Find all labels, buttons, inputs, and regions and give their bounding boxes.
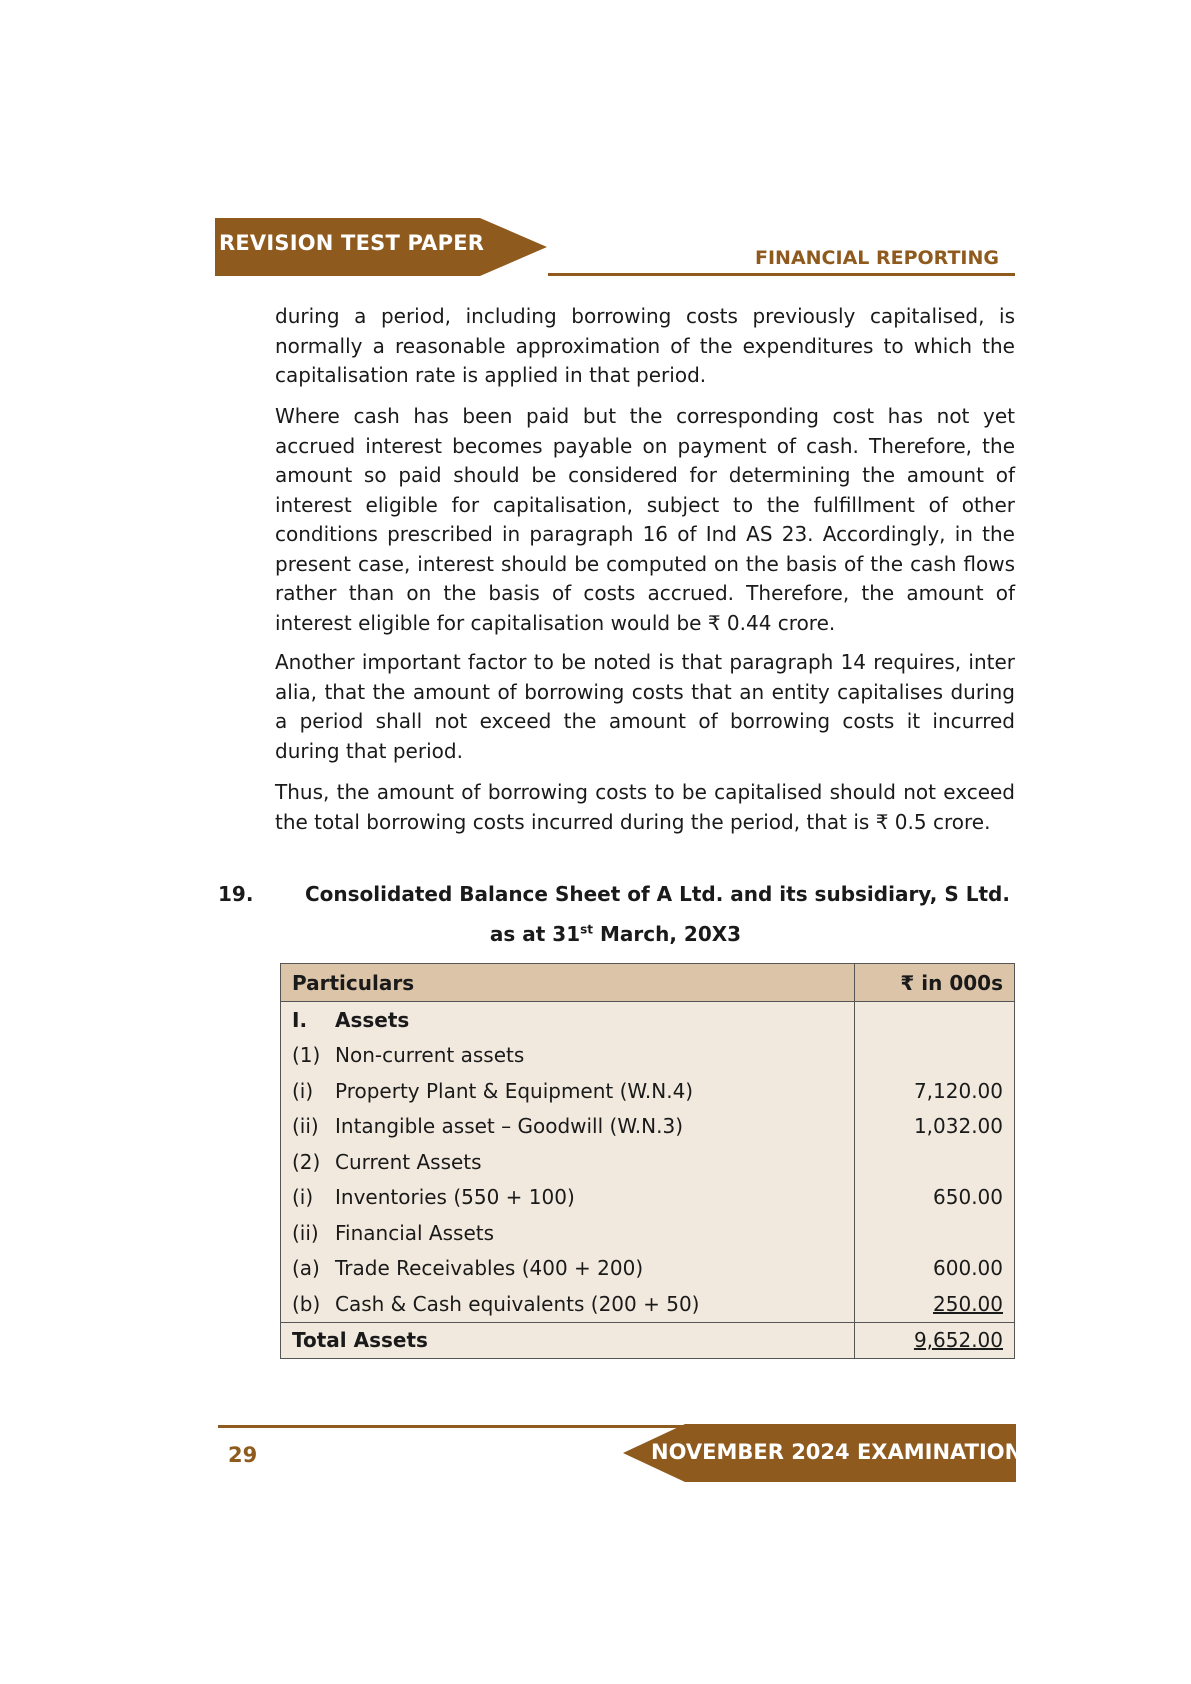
- question-number: 19.: [218, 882, 254, 906]
- particulars-header: Particulars: [281, 964, 855, 1002]
- paragraph-4: Thus, the amount of borrowing costs to be capitalised should not exceed the total borrowing costs incurred during the period, that is ₹ 0.5 crore.: [275, 780, 1015, 834]
- row-label: Inventories (550 + 100): [335, 1185, 575, 1210]
- row-tag: (i): [292, 1185, 314, 1210]
- table-row: [281, 1251, 1015, 1287]
- total-label: Total Assets: [281, 1322, 855, 1359]
- total-row: [281, 1322, 1015, 1359]
- row-label: Property Plant & Equipment (W.N.4): [335, 1078, 694, 1103]
- table-row: [281, 1002, 1015, 1038]
- footer-exam: NOVEMBER 2024 EXAMINATION: [651, 1440, 1023, 1464]
- row-label: Assets: [335, 1007, 410, 1032]
- row-amount: 250.00: [933, 1291, 1003, 1316]
- row-amount: [855, 1215, 1015, 1251]
- row-tag: (1): [292, 1043, 321, 1068]
- row-amount: [855, 1038, 1015, 1074]
- paragraph-2: Where cash has been paid but the corresponding cost has not yet accrued interest becomes payable on payment of cash. Therefore, the amount so paid should be considered for determining the amount of interest eligible for capitalisation, subject to the fulfillment of other conditions prescribed in paragraph 16 of Ind AS 23. Accordingly, in the present case, interest should be computed on the basis of the cash flows rather than on the basis of costs accrued. Therefore, the amount of interest eligible for capitalisation would be ₹ 0.44 crore.: [275, 404, 1015, 635]
- row-amount: [855, 1144, 1015, 1180]
- table-row: [281, 1286, 1015, 1322]
- header-rule: [548, 273, 1015, 276]
- row-label: Trade Receivables (400 + 200): [335, 1256, 644, 1281]
- row-label: Current Assets: [335, 1149, 482, 1174]
- question-title: Consolidated Balance Sheet of A Ltd. and its subsidiary, S Ltd.: [305, 882, 1010, 906]
- table-header-row: [281, 964, 1015, 1002]
- row-amount: 7,120.00: [855, 1073, 1015, 1109]
- table-row: [281, 1073, 1015, 1109]
- row-tag: (b): [292, 1291, 321, 1316]
- row-tag: (2): [292, 1149, 321, 1174]
- row-label: Cash & Cash equivalents (200 + 50): [335, 1291, 700, 1316]
- balance-sheet-table: [280, 963, 1015, 1359]
- row-tag: (ii): [292, 1220, 319, 1245]
- row-tag: I.: [292, 1007, 308, 1032]
- footer-rule: [218, 1425, 683, 1428]
- header-title-left: REVISION TEST PAPER: [219, 231, 485, 255]
- table-row: [281, 1180, 1015, 1216]
- table-row: [281, 1144, 1015, 1180]
- page-number: 29: [228, 1443, 258, 1467]
- table-row: [281, 1109, 1015, 1145]
- paragraph-1: during a period, including borrowing costs previously capitalised, is normally a reasonable approximation of the expenditures to which the capitalisation rate is applied in that period.: [275, 304, 1015, 387]
- row-tag: (a): [292, 1256, 320, 1281]
- question-date: as at 31st March, 20X3: [489, 922, 742, 946]
- paragraph-3: Another important factor to be noted is that paragraph 14 requires, inter alia, that the amount of borrowing costs that an entity capitalises during a period shall not exceed the amount of borrowing costs it incurred during that period.: [275, 650, 1015, 763]
- row-label: Intangible asset – Goodwill (W.N.3): [335, 1114, 684, 1139]
- row-amount: [855, 1002, 1015, 1038]
- row-amount: 650.00: [855, 1180, 1015, 1216]
- row-amount: 1,032.00: [855, 1109, 1015, 1145]
- row-label: Non-current assets: [335, 1043, 525, 1068]
- row-amount: 600.00: [855, 1251, 1015, 1287]
- header-title-right: FINANCIAL REPORTING: [755, 247, 999, 269]
- table-row: [281, 1215, 1015, 1251]
- row-tag: (i): [292, 1078, 314, 1103]
- row-tag: (ii): [292, 1114, 319, 1139]
- amount-header: ₹ in 000s: [855, 964, 1015, 1002]
- table-row: [281, 1038, 1015, 1074]
- row-label: Financial Assets: [335, 1220, 495, 1245]
- total-amount: 9,652.00: [913, 1328, 1003, 1353]
